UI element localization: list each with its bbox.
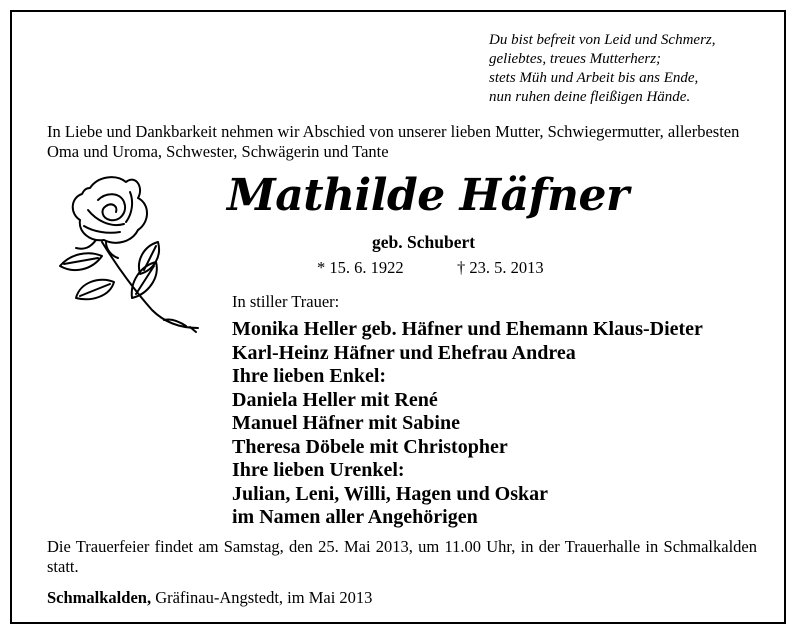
mourner-line: Karl-Heinz Häfner und Ehefrau Andrea	[232, 341, 576, 364]
service-info: Die Trauerfeier findet am Samstag, den 25. Mai 2013, um 11.00 Uhr, in der Trauerhalle in Schmalkalden statt.	[47, 537, 757, 576]
mourner-line: Ihre lieben Urenkel:	[232, 459, 405, 481]
death-date: † 23. 5. 2013	[457, 258, 544, 277]
poem-line: geliebtes, treues Mutterherz;	[489, 51, 662, 67]
mourners-list	[232, 318, 792, 530]
poem	[489, 31, 779, 107]
place-rest: Gräfinau-Angstedt, im Mai 2013	[151, 588, 373, 607]
place-bold: Schmalkalden,	[47, 588, 152, 607]
mourner-line: Theresa Döbele mit Christopher	[232, 435, 508, 458]
poem-line: nun ruhen deine fleißigen Hände.	[489, 89, 691, 105]
birth-date: * 15. 6. 1922	[317, 258, 404, 277]
place-date	[47, 588, 372, 608]
poem-line: stets Müh und Arbeit bis ans Ende,	[489, 70, 699, 86]
mourner-line: Daniela Heller mit René	[232, 388, 438, 411]
mourner-line: Monika Heller geb. Häfner und Ehemann Klaus-Dieter	[232, 318, 703, 340]
maiden-name: geb. Schubert	[372, 232, 476, 252]
mourner-line: im Namen aller Angehörigen	[232, 506, 478, 528]
poem-line: Du bist befreit von Leid und Schmerz,	[489, 32, 716, 48]
intro-text: In Liebe und Dankbarkeit nehmen wir Abschied von unserer lieben Mutter, Schwiegermutter, allerbesten Oma und Uroma, Schwester, Schwägerin und Tante	[47, 122, 740, 161]
mourner-line: Ihre lieben Enkel:	[232, 365, 387, 387]
rose-icon	[40, 170, 205, 340]
mourner-line: Julian, Leni, Willi, Hagen und Oskar	[232, 482, 549, 505]
deceased-name: Mathilde Häfner	[227, 170, 629, 221]
mourning-label: In stiller Trauer:	[232, 292, 340, 311]
mourner-line: Manuel Häfner mit Sabine	[232, 412, 460, 434]
